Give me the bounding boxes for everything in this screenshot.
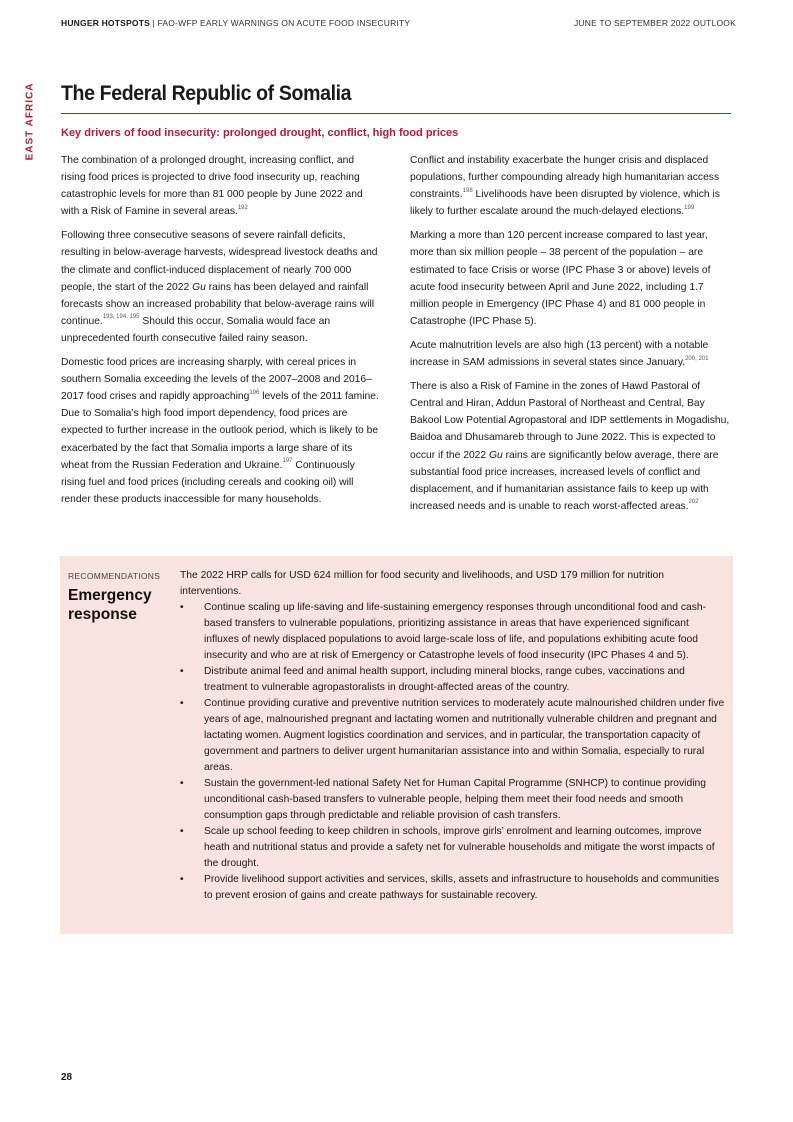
footnote-ref: 198 (462, 187, 473, 194)
paragraph (410, 227, 730, 330)
paragraph-text: rains are significantly below average, there are substantial food price increases, increased levels of conflict and displacement, and if humanitarian assistance fails to keep up with increased needs and is unable to reach worst-affected areas. (410, 449, 719, 512)
footnote-ref: 192 (237, 204, 248, 211)
section-heading: Key drivers of food insecurity: prolonged drought, conflict, high food prices (61, 127, 459, 139)
bullet-icon: • (180, 666, 184, 677)
paragraph (61, 354, 381, 508)
paragraph-text: There is also a Risk of Famine in the zones of Hawd Pastoral of Central and Hiran, Addun Pastoral of Northeast and Central, Bay Bakool Low Potential Agropastoral and IDP settlements in Mogadishu, Baidoa and Dhusamareb through to June 2022. This is expected to occur if the 2022 (410, 381, 730, 461)
body-columns (61, 152, 730, 522)
paragraph (61, 227, 381, 347)
recommendations-list (180, 600, 725, 904)
list-item (180, 696, 725, 776)
paragraph (410, 337, 730, 371)
paragraph (410, 378, 730, 515)
list-item (180, 600, 725, 664)
paragraph-text: The combination of a prolonged drought, increasing conflict, and rising food prices is projected to drive food insecurity up, reaching catastrophic levels for more than 81 000 people by June 2022 and with a Risk of Famine in several areas. (61, 155, 363, 218)
bullet-icon: • (180, 874, 184, 885)
list-item-text: Sustain the government-led national Safety Net for Human Capital Programme (SNHCP) to continue providing unconditional cash-based transfers to vulnerable people, helping them meet their food needs and smooth consumption gaps through predictable and reliable provision of cash transfers. (204, 778, 706, 821)
list-item-text: Continue scaling up life-saving and life-sustaining emergency responses through unconditional food and cash-based transfers to vulnerable populations, prioritizing assistance in areas that have experienced significant influxes of newly displaced populations to avoid large-scale loss of life, and populations exhibiting acute food insecurity and who are at risk of Emergency or Catastrophe levels of food insecurity (IPC Phases 4 and 5). (204, 602, 706, 661)
right-column (410, 152, 730, 522)
footnote-ref: 196 (249, 389, 260, 396)
paragraph-text: Marking a more than 120 percent increase compared to last year, more than six million people – 38 percent of the population – are estimated to face Crisis or worse (IPC Phase 3 or above) levels of acute food insecurity between April and June 2022, including 1.7 million people in Emergency (IPC Phase 4) and 81 000 people in Catastrophe (IPC Phase 5). (410, 230, 711, 327)
list-item (180, 872, 725, 904)
page-title: The Federal Republic of Somalia (61, 82, 352, 105)
report-subtitle: FAO-WFP EARLY WARNINGS ON ACUTE FOOD INSECURITY (157, 18, 411, 28)
footnote-ref: 200, 201 (685, 355, 709, 362)
paragraph-text: rains has been delayed and rainfall forecasts show an increased probability that below-average rains will continue. (61, 281, 375, 327)
paragraph-text: Domestic food prices are increasing sharply, with cereal prices in southern Somalia exceeding the levels of the 2007–2008 and 2016–2017 food crises and rapidly approaching (61, 357, 372, 403)
paragraph-text: Following three consecutive seasons of severe rainfall deficits, resulting in below-average harvests, widespread livestock deaths and the climate and conflict-induced displacement of nearly 700 000 people, the start of the 2022 (61, 230, 378, 293)
paragraph-text: Should this occur, Somalia would face an unprecedented fourth consecutive failed rainy season. (61, 315, 331, 344)
recommendations-body (180, 568, 725, 904)
list-item (180, 824, 725, 872)
paragraph (61, 152, 381, 220)
outlook-period: JUNE TO SEPTEMBER 2022 OUTLOOK (573, 18, 736, 28)
list-item (180, 664, 725, 696)
footnote-ref: 193, 194, 195 (102, 314, 140, 321)
list-item (180, 776, 725, 824)
recommendations-intro: The 2022 HRP calls for USD 624 million for food security and livelihoods, and USD 179 million for nutrition interventions. (180, 570, 664, 597)
list-item-text: Distribute animal feed and animal health support, including mineral blocks, range cubes, vaccinations and treatment to vulnerable agropastoralists in drought-affected areas of the country. (204, 666, 685, 693)
paragraph-text: Continuously rising fuel and food prices (including cereals and cooking oil) will render these products inaccessible for many households. (61, 459, 355, 505)
region-label: EAST AFRICA (24, 82, 36, 160)
running-header-left (61, 18, 410, 28)
paragraph-text: Acute malnutrition levels are also high (13 percent) with a notable increase in SAM admissions in several states since January. (410, 339, 709, 369)
bullet-icon: • (180, 602, 184, 613)
left-column (61, 152, 381, 522)
paragraph-text: levels of the 2011 famine. Due to Somalia’s high food import dependency, food prices are expected to further increase in the outlook period, which is likely to be exacerbated by the fact that Somalia imports a large share of its wheat from the Russian Federation and Ukraine. (61, 391, 379, 471)
list-item-text: Continue providing curative and preventive nutrition services to moderately acute malnourished children under five years of age, malnourished pregnant and lactating women and nutritionally vulnerable children and pregnant and lactating women. Augment logistics coordination and services, and in particular, the transportation capacity of government and partners to deliver urgent humanitarian assistance into and within Somalia, especially to rural areas. (204, 698, 725, 773)
recommendations-sidebar (68, 571, 178, 624)
list-item-text: Provide livelihood support activities and services, skills, assets and infrastructure to households and communities to prevent erosion of gains and create pathways for sustainable recovery. (204, 874, 720, 901)
paragraph-text: Conflict and instability exacerbate the hunger crisis and displaced populations, further compounding already high humanitarian access constraints. (410, 155, 720, 201)
header-separator: | (149, 18, 158, 28)
bullet-icon: • (180, 826, 184, 837)
region-side-tab (23, 82, 37, 160)
recommendations-box (60, 556, 733, 934)
bullet-icon: • (180, 778, 184, 789)
title-divider (61, 113, 731, 114)
page-number: 28 (61, 1072, 73, 1083)
running-header (61, 18, 736, 28)
footnote-ref: 197 (282, 458, 293, 465)
recommendations-heading: Emergency response (68, 587, 152, 623)
footnote-ref: 202 (688, 499, 699, 506)
footnote-ref: 199 (684, 204, 695, 211)
recommendations-kicker: RECOMMENDATIONS (68, 571, 161, 581)
report-name: HUNGER HOTSPOTS (61, 18, 150, 28)
gu-season-term: Gu (192, 281, 206, 293)
paragraph-text: Livelihoods have been disrupted by violence, which is likely to further escalate around the much-delayed elections. (410, 189, 720, 218)
paragraph (410, 152, 730, 220)
gu-season-term: Gu (489, 449, 503, 461)
bullet-icon: • (180, 698, 184, 709)
list-item-text: Scale up school feeding to keep children in schools, improve girls’ enrolment and learning outcomes, improve heath and nutritional status and provide a safety net for vulnerable households and mitigate the worst impacts of the drought. (204, 826, 715, 869)
